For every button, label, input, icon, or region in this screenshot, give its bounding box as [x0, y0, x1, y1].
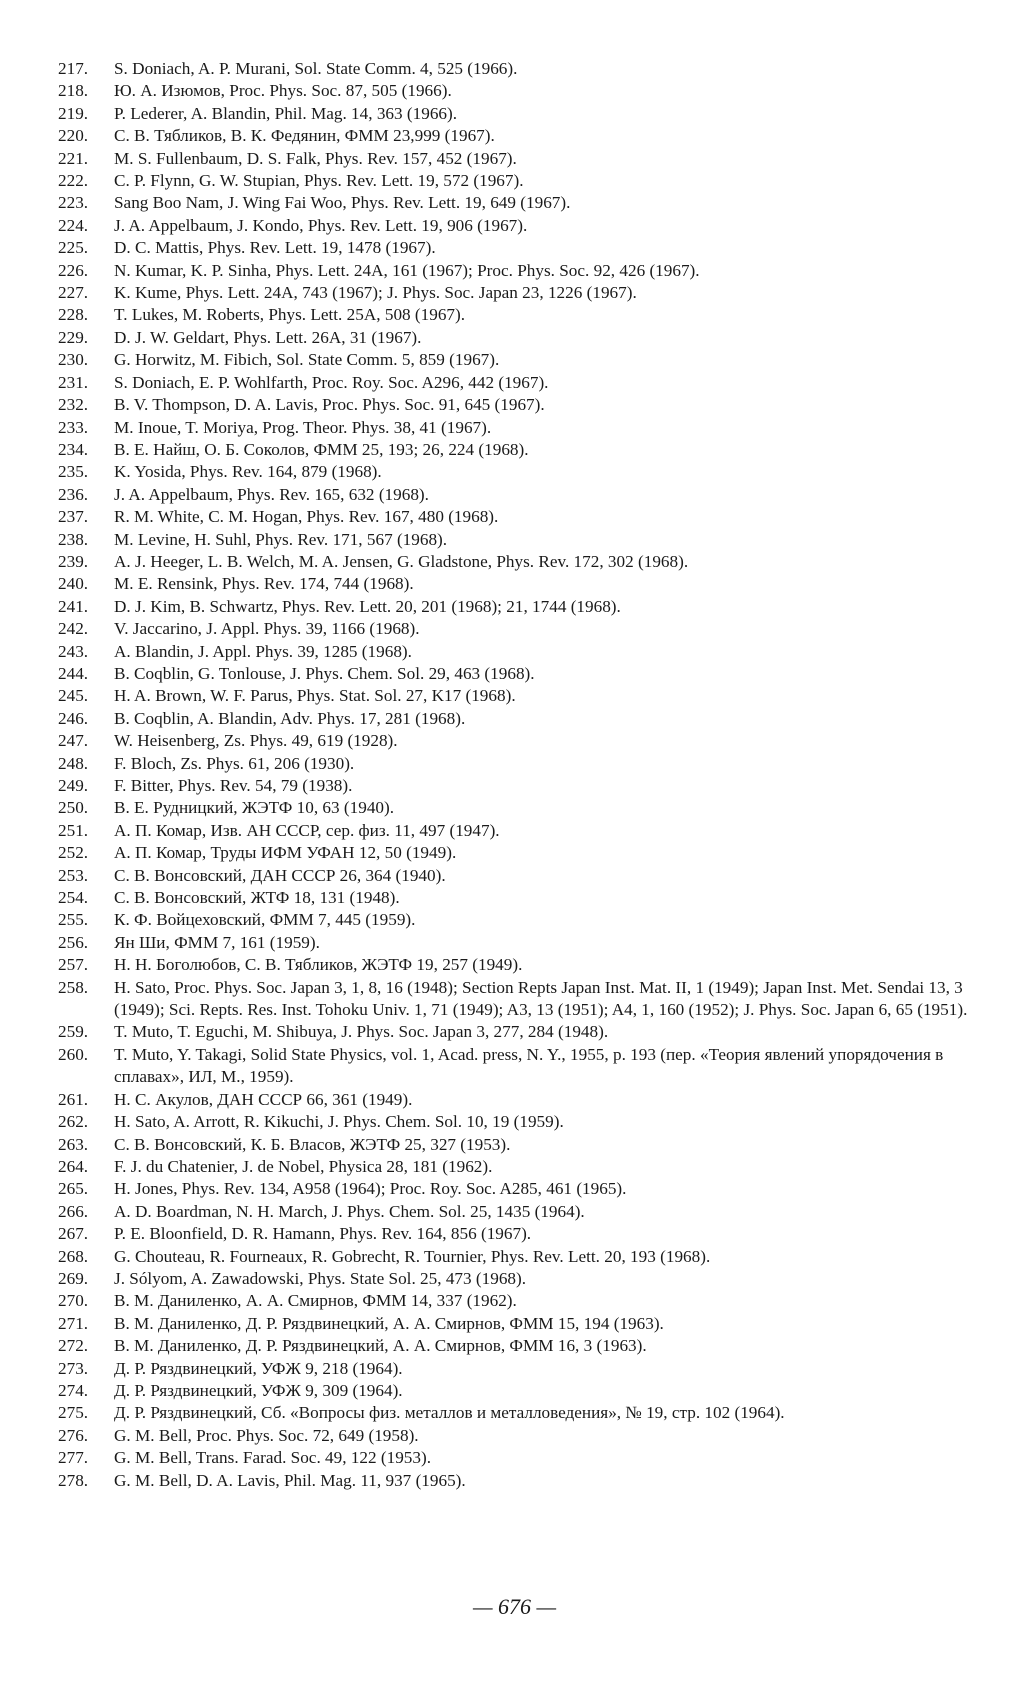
reference-number: 262. [58, 1112, 89, 1132]
reference-text: G. Chouteau, R. Fourneaux, R. Gobrecht, R. Tournier, Phys. Rev. Lett. 20, 193 (1968). [114, 1246, 711, 1266]
reference-number: 226. [58, 260, 89, 280]
reference-item [58, 1268, 968, 1290]
reference-item [58, 327, 968, 349]
reference-text: K. Yosida, Phys. Rev. 164, 879 (1968). [114, 462, 382, 482]
reference-number: 254. [58, 888, 89, 908]
reference-item [58, 192, 968, 214]
reference-item [58, 865, 968, 887]
reference-number: 268. [58, 1246, 89, 1266]
reference-item [58, 1134, 968, 1156]
reference-item [58, 708, 968, 730]
reference-text: С. В. Вонсовский, К. Б. Власов, ЖЭТФ 25, 327 (1953). [114, 1134, 511, 1154]
reference-number: 277. [58, 1448, 89, 1468]
reference-item [58, 372, 968, 394]
reference-text: H. A. Brown, W. F. Parus, Phys. Stat. Sol. 27, K17 (1968). [114, 686, 516, 706]
reference-text: P. E. Bloonfield, D. R. Hamann, Phys. Rev. 164, 856 (1967). [114, 1224, 532, 1244]
reference-text: M. S. Fullenbaum, D. S. Falk, Phys. Rev. 157, 452 (1967). [114, 148, 517, 168]
reference-text: Д. Р. Ряздвинецкий, УФЖ 9, 309 (1964). [114, 1380, 403, 1400]
reference-number: 227. [58, 283, 89, 303]
reference-number: 247. [58, 731, 89, 751]
reference-number: 275. [58, 1403, 89, 1423]
reference-item [58, 820, 968, 842]
reference-text: J. A. Appelbaum, J. Kondo, Phys. Rev. Lett. 19, 906 (1967). [114, 215, 528, 235]
reference-number: 278. [58, 1470, 89, 1490]
reference-text: J. Sólyom, A. Zawadowski, Phys. State Sol. 25, 473 (1968). [114, 1268, 527, 1288]
reference-text: V. Jaccarino, J. Appl. Phys. 39, 1166 (1968). [114, 619, 420, 639]
reference-number: 255. [58, 910, 89, 930]
reference-number: 243. [58, 641, 89, 661]
reference-text: Sang Boo Nam, J. Wing Fai Woo, Phys. Rev. Lett. 19, 649 (1967). [114, 193, 571, 213]
reference-text: D. J. W. Geldart, Phys. Lett. 26A, 31 (1967). [114, 327, 422, 347]
reference-number: 276. [58, 1425, 89, 1445]
reference-item [58, 417, 968, 439]
reference-number: 264. [58, 1156, 89, 1176]
reference-number: 249. [58, 776, 89, 795]
reference-text: В. М. Даниленко, Д. Р. Ряздвинецкий, А. А. Смирнов, ФММ 15, 194 (1963). [114, 1313, 664, 1333]
reference-text: H. Jones, Phys. Rev. 134, A958 (1964); Proc. Roy. Soc. A285, 461 (1965). [114, 1179, 627, 1199]
reference-text: F. Bloch, Zs. Phys. 61, 206 (1930). [114, 753, 355, 773]
reference-text: Ян Ши, ФММ 7, 161 (1959). [114, 932, 320, 952]
reference-text: B. Coqblin, A. Blandin, Adv. Phys. 17, 281 (1968). [114, 708, 466, 728]
reference-text: J. A. Appelbaum, Phys. Rev. 165, 632 (1968). [114, 484, 429, 504]
reference-text: С. В. Вонсовский, ЖТФ 18, 131 (1948). [114, 888, 400, 908]
reference-number: 267. [58, 1224, 89, 1244]
reference-text: D. C. Mattis, Phys. Rev. Lett. 19, 1478 (1967). [114, 238, 436, 258]
reference-item [58, 1425, 968, 1447]
reference-text: R. M. White, C. M. Hogan, Phys. Rev. 167, 480 (1968). [114, 507, 499, 527]
reference-number: 242. [58, 619, 89, 639]
reference-item [58, 1223, 968, 1245]
reference-item [58, 1044, 968, 1089]
reference-item [58, 1021, 968, 1043]
reference-item [58, 439, 968, 461]
reference-text: A. J. Heeger, L. B. Welch, M. A. Jensen, G. Gladstone, Phys. Rev. 172, 302 (1968). [114, 551, 689, 571]
reference-text: H. Sato, Proc. Phys. Soc. Japan 3, 1, 8, 16 (1948); Section Repts Japan Inst. Mat. II, 1 (1949); Japan Inst. Met. Sendai 13, 3 (1949); Sci. Repts. Res. Inst. Tohoku Univ. 1, 71 (1949); A3, 13 (1951); A4, 1, 160 (1952); J. Phys. Soc. Japan 6, 65 (1951). [114, 977, 968, 1020]
reference-item [58, 394, 968, 416]
reference-number: 218. [58, 81, 89, 101]
reference-number: 250. [58, 798, 89, 818]
reference-text: S. Doniach, A. P. Murani, Sol. State Comm. 4, 525 (1966). [114, 59, 518, 78]
reference-item [58, 461, 968, 483]
reference-number: 223. [58, 193, 89, 213]
reference-number: 235. [58, 462, 89, 482]
reference-item [58, 1156, 968, 1178]
reference-text: А. П. Комар, Труды ИФМ УФАН 12, 50 (1949). [114, 843, 457, 863]
reference-item [58, 529, 968, 551]
reference-number: 272. [58, 1336, 89, 1356]
reference-number: 238. [58, 529, 89, 549]
reference-number: 257. [58, 955, 89, 975]
reference-item [58, 618, 968, 640]
reference-text: В. Е. Найш, О. Б. Соколов, ФММ 25, 193; 26, 224 (1968). [114, 439, 529, 459]
reference-number: 273. [58, 1358, 89, 1378]
reference-number: 251. [58, 820, 89, 840]
reference-text: G. M. Bell, Trans. Farad. Soc. 49, 122 (1953). [114, 1448, 432, 1468]
reference-number: 270. [58, 1291, 89, 1311]
reference-number: 229. [58, 327, 89, 347]
reference-item [58, 1470, 968, 1492]
reference-item [58, 103, 968, 125]
reference-item [58, 775, 968, 797]
reference-item [58, 1201, 968, 1223]
reference-number: 269. [58, 1268, 89, 1288]
reference-number: 233. [58, 417, 89, 437]
reference-item [58, 1402, 968, 1424]
reference-text: G. M. Bell, D. A. Lavis, Phil. Mag. 11, 937 (1965). [114, 1470, 466, 1490]
reference-item [58, 1246, 968, 1268]
reference-number: 240. [58, 574, 89, 594]
reference-number: 222. [58, 171, 89, 191]
reference-text: H. Sato, A. Arrott, R. Kikuchi, J. Phys. Chem. Sol. 10, 19 (1959). [114, 1112, 564, 1132]
reference-item [58, 551, 968, 573]
reference-number: 265. [58, 1179, 89, 1199]
reference-number: 234. [58, 439, 89, 459]
reference-text: F. Bitter, Phys. Rev. 54, 79 (1938). [114, 776, 353, 795]
reference-number: 274. [58, 1380, 89, 1400]
reference-item [58, 1089, 968, 1111]
reference-text: Н. С. Акулов, ДАН СССР 66, 361 (1949). [114, 1089, 413, 1109]
reference-number: 258. [58, 977, 89, 997]
reference-item [58, 506, 968, 528]
reference-number: 220. [58, 126, 89, 146]
reference-number: 261. [58, 1089, 89, 1109]
reference-number: 237. [58, 507, 89, 527]
reference-item [58, 125, 968, 147]
reference-number: 260. [58, 1044, 89, 1064]
reference-text: Ю. А. Изюмов, Proc. Phys. Soc. 87, 505 (1966). [114, 81, 452, 101]
reference-item [58, 573, 968, 595]
reference-number: 246. [58, 708, 89, 728]
reference-text: В. М. Даниленко, А. А. Смирнов, ФММ 14, 337 (1962). [114, 1291, 517, 1311]
reference-text: G. Horwitz, M. Fibich, Sol. State Comm. 5, 859 (1967). [114, 350, 500, 370]
reference-item [58, 685, 968, 707]
page-number: — 676 — [472, 1594, 557, 1619]
reference-text: M. Inoue, T. Moriya, Prog. Theor. Phys. 38, 41 (1967). [114, 417, 492, 437]
reference-item [58, 977, 968, 1022]
reference-text: T. Muto, Y. Takagi, Solid State Physics, vol. 1, Acad. press, N. Y., 1955, p. 193 (пер. «Теория явлений упорядочения в сплавах», ИЛ, М., 1959). [114, 1044, 944, 1087]
reference-item [58, 80, 968, 102]
reference-item [58, 260, 968, 282]
reference-number: 224. [58, 215, 89, 235]
reference-number: 236. [58, 484, 89, 504]
reference-text: С. В. Вонсовский, ДАН СССР 26, 364 (1940). [114, 865, 446, 885]
reference-number: 252. [58, 843, 89, 863]
reference-number: 248. [58, 753, 89, 773]
reference-item [58, 932, 968, 954]
reference-text: Д. Р. Ряздвинецкий, УФЖ 9, 218 (1964). [114, 1358, 403, 1378]
reference-text: P. Lederer, A. Blandin, Phil. Mag. 14, 363 (1966). [114, 103, 458, 123]
reference-number: 221. [58, 148, 89, 168]
reference-number: 225. [58, 238, 89, 258]
reference-number: 241. [58, 596, 89, 616]
reference-item [58, 1447, 968, 1469]
reference-item [58, 842, 968, 864]
reference-number: 230. [58, 350, 89, 370]
reference-text: A. D. Boardman, N. H. March, J. Phys. Chem. Sol. 25, 1435 (1964). [114, 1201, 585, 1221]
reference-item [58, 730, 968, 752]
reference-number: 239. [58, 551, 89, 571]
reference-item [58, 954, 968, 976]
reference-item [58, 596, 968, 618]
reference-item [58, 1178, 968, 1200]
reference-item [58, 663, 968, 685]
reference-text: В. М. Даниленко, Д. Р. Ряздвинецкий, А. А. Смирнов, ФММ 16, 3 (1963). [114, 1336, 647, 1356]
reference-item [58, 58, 968, 80]
reference-text: B. Coqblin, G. Tonlouse, J. Phys. Chem. Sol. 29, 463 (1968). [114, 663, 535, 683]
reference-text: M. E. Rensink, Phys. Rev. 174, 744 (1968). [114, 574, 414, 594]
reference-item [58, 641, 968, 663]
reference-item [58, 1358, 968, 1380]
reference-number: 231. [58, 372, 89, 392]
reference-text: К. Ф. Войцеховский, ФММ 7, 445 (1959). [114, 910, 416, 930]
reference-item [58, 349, 968, 371]
reference-text: S. Doniach, E. P. Wohlfarth, Proc. Roy. Soc. A296, 442 (1967). [114, 372, 549, 392]
reference-list [58, 58, 968, 1492]
reference-number: 266. [58, 1201, 89, 1221]
reference-text: G. M. Bell, Proc. Phys. Soc. 72, 649 (1958). [114, 1425, 419, 1445]
reference-number: 232. [58, 395, 89, 415]
reference-text: С. В. Тябликов, В. К. Федянин, ФММ 23,999 (1967). [114, 126, 495, 146]
reference-text: M. Levine, H. Suhl, Phys. Rev. 171, 567 (1968). [114, 529, 448, 549]
reference-number: 259. [58, 1022, 89, 1042]
reference-number: 253. [58, 865, 89, 885]
reference-text: W. Heisenberg, Zs. Phys. 49, 619 (1928). [114, 731, 398, 751]
reference-text: А. П. Комар, Изв. АН СССР, сер. физ. 11, 497 (1947). [114, 820, 500, 840]
reference-item [58, 170, 968, 192]
reference-item [58, 887, 968, 909]
reference-item [58, 1335, 968, 1357]
reference-text: C. P. Flynn, G. W. Stupian, Phys. Rev. Lett. 19, 572 (1967). [114, 171, 524, 191]
reference-number: 256. [58, 932, 89, 952]
reference-number: 263. [58, 1134, 89, 1154]
reference-number: 244. [58, 663, 89, 683]
reference-item [58, 484, 968, 506]
reference-item [58, 1290, 968, 1312]
reference-item [58, 237, 968, 259]
reference-item [58, 215, 968, 237]
reference-text: F. J. du Chatenier, J. de Nobel, Physica 28, 181 (1962). [114, 1156, 493, 1176]
reference-text: T. Lukes, M. Roberts, Phys. Lett. 25A, 508 (1967). [114, 305, 466, 325]
reference-item [58, 1111, 968, 1133]
reference-text: B. V. Thompson, D. A. Lavis, Proc. Phys. Soc. 91, 645 (1967). [114, 395, 545, 415]
reference-text: A. Blandin, J. Appl. Phys. 39, 1285 (1968). [114, 641, 412, 661]
reference-item [58, 304, 968, 326]
reference-number: 228. [58, 305, 89, 325]
reference-text: K. Kume, Phys. Lett. 24A, 743 (1967); J. Phys. Soc. Japan 23, 1226 (1967). [114, 283, 637, 303]
reference-number: 219. [58, 103, 89, 123]
reference-item [58, 1313, 968, 1335]
reference-text: N. Kumar, K. P. Sinha, Phys. Lett. 24A, 161 (1967); Proc. Phys. Soc. 92, 426 (1967). [114, 260, 700, 280]
reference-item [58, 1380, 968, 1402]
reference-item [58, 797, 968, 819]
reference-number: 217. [58, 59, 89, 78]
reference-number: 271. [58, 1313, 89, 1333]
reference-item [58, 753, 968, 775]
reference-item [58, 282, 968, 304]
reference-text: В. Е. Рудницкий, ЖЭТФ 10, 63 (1940). [114, 798, 395, 818]
reference-item [58, 909, 968, 931]
reference-text: D. J. Kim, B. Schwartz, Phys. Rev. Lett. 20, 201 (1968); 21, 1744 (1968). [114, 596, 621, 616]
reference-text: Д. Р. Ряздвинецкий, Сб. «Вопросы физ. металлов и металловедения», № 19, стр. 102 (1964). [114, 1403, 785, 1423]
reference-number: 245. [58, 686, 89, 706]
reference-text: T. Muto, T. Eguchi, M. Shibuya, J. Phys. Soc. Japan 3, 277, 284 (1948). [114, 1022, 609, 1042]
reference-item [58, 148, 968, 170]
reference-text: Н. Н. Боголюбов, С. В. Тябликов, ЖЭТФ 19, 257 (1949). [114, 955, 523, 975]
